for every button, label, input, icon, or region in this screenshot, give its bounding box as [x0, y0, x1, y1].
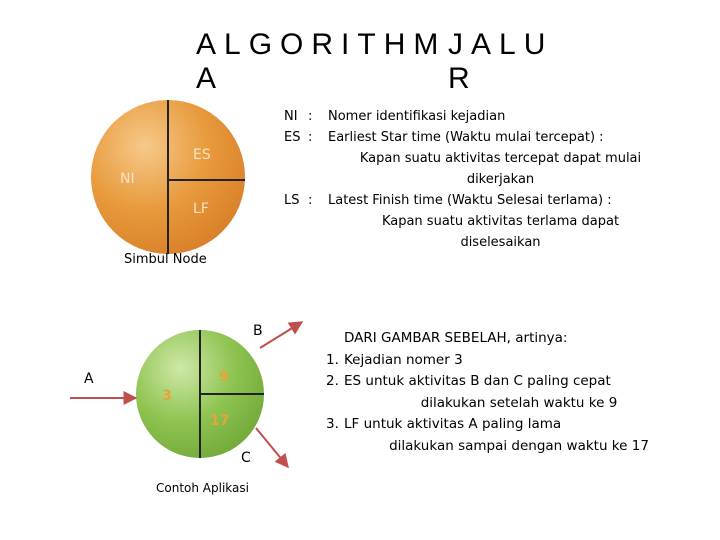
legend-row-es	[284, 127, 704, 148]
legend-text: Nomer identifikasi kejadian	[328, 109, 506, 124]
explanation-item	[314, 350, 694, 372]
explanation	[314, 328, 694, 457]
legend-row-ni	[284, 106, 704, 127]
explanation-item	[314, 371, 694, 414]
legend-key: LS	[284, 193, 300, 208]
legend-text: Earliest Star time (Waktu mulai tercepat) :	[328, 130, 604, 145]
explanation-item-number: 3.	[326, 416, 339, 432]
explanation-line: Kejadian nomer 3	[344, 351, 463, 368]
example-node-caption: Contoh Aplikasi	[156, 481, 249, 495]
legend-key: NI	[284, 109, 298, 124]
title-word2-line1: JALU	[448, 28, 554, 61]
arrow-out-b	[260, 322, 302, 348]
legend-continuation: diselesaikan	[460, 235, 541, 250]
legend-row-es-cont	[284, 169, 704, 190]
legend-row-es-cont	[284, 148, 704, 169]
arrow-label-a: A	[84, 371, 94, 387]
legend-sep: :	[308, 130, 313, 145]
arrow-label-c: C	[241, 450, 251, 466]
symbol-node-lf-label: LF	[193, 201, 209, 217]
legend-continuation: Kapan suatu aktivitas tercepat dapat mulai	[359, 151, 642, 166]
example-node-lf-value: 17	[210, 413, 230, 429]
explanation-item-number: 1.	[326, 351, 339, 368]
legend	[284, 106, 704, 253]
legend-text: Latest Finish time (Waktu Selesai terlama) :	[328, 193, 612, 208]
explanation-line: dilakukan sampai dengan waktu ke 17	[389, 437, 649, 454]
explanation-item-text	[344, 371, 694, 414]
explanation-line: dilakukan setelah waktu ke 9	[420, 394, 618, 411]
legend-key: ES	[284, 130, 301, 145]
symbol-node-caption: Simbul Node	[124, 252, 207, 267]
explanation-item	[314, 414, 694, 457]
legend-row-ls-cont	[284, 232, 704, 253]
arrow-out-c	[256, 428, 288, 467]
legend-continuation: dikerjakan	[466, 172, 535, 187]
example-node	[136, 330, 264, 458]
legend-sep: :	[308, 193, 313, 208]
explanation-line: ES untuk aktivitas B dan C paling cepat	[344, 373, 611, 389]
arrow-label-b: B	[253, 323, 263, 339]
legend-row-ls-cont	[284, 211, 704, 232]
title-word2-line2: R	[448, 62, 478, 95]
title-word1-line1: ALGORITHM	[196, 28, 447, 61]
explanation-line: LF untuk aktivitas A paling lama	[344, 416, 562, 432]
explanation-heading: DARI GAMBAR SEBELAH, artinya:	[344, 330, 568, 346]
symbol-node-ni-label: NI	[120, 171, 135, 187]
legend-row-ls	[284, 190, 704, 211]
symbol-node-es-label: ES	[193, 147, 211, 163]
explanation-item-number: 2.	[326, 373, 339, 389]
explanation-item-text	[344, 414, 694, 457]
symbol-node	[91, 100, 245, 254]
legend-continuation: Kapan suatu aktivitas terlama dapat	[381, 214, 620, 229]
explanation-item-text	[344, 350, 694, 372]
example-node-ni-value: 3	[162, 388, 172, 404]
title-word1-line2: A	[196, 62, 225, 95]
legend-sep: :	[308, 109, 313, 124]
example-node-es-value: 9	[219, 369, 229, 385]
